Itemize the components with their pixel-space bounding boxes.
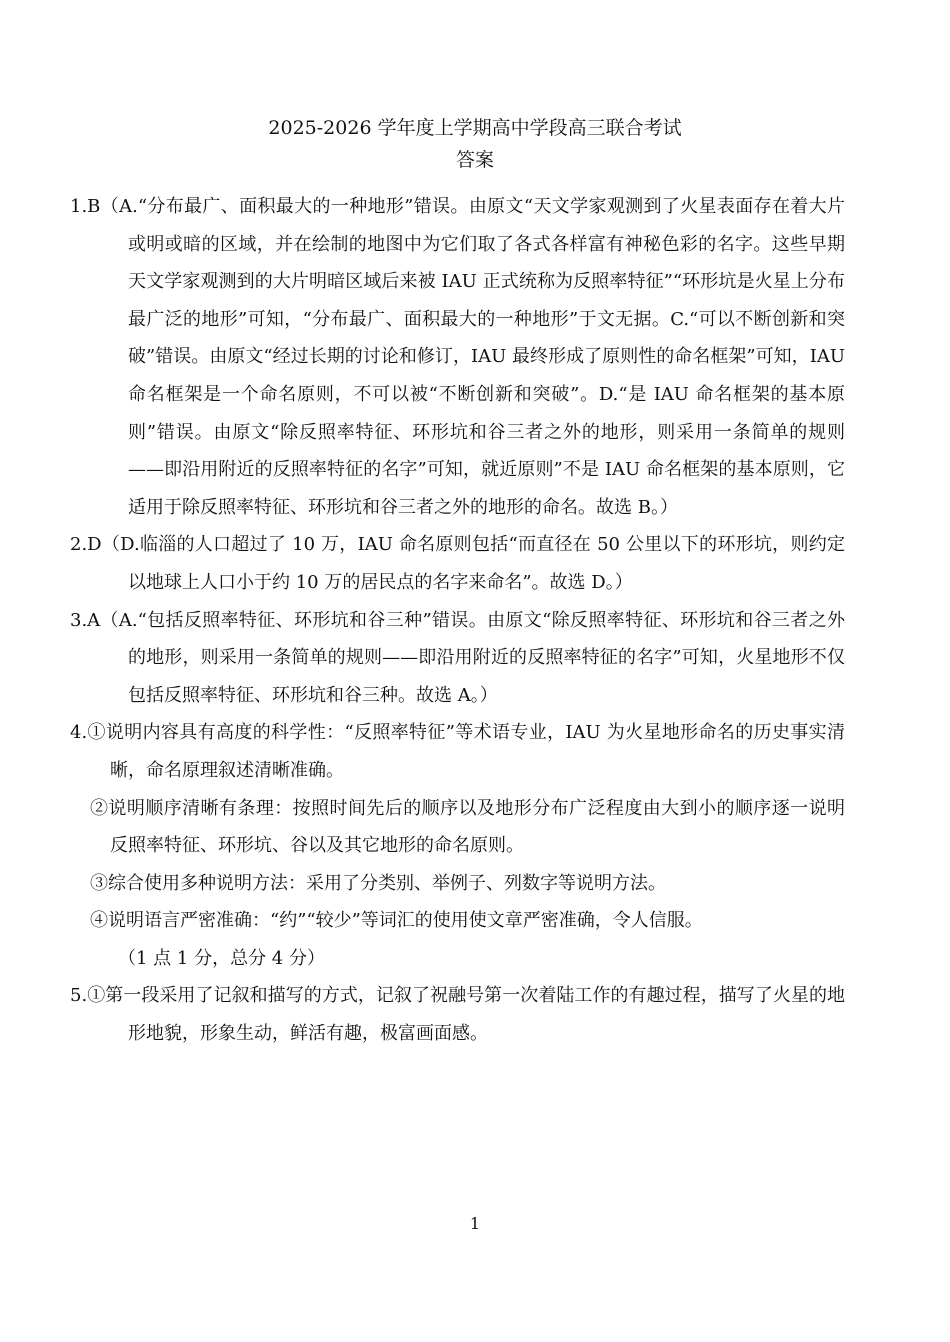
answer-4-point-1: 4.①说明内容具有高度的科学性：“反照率特征”等术语专业，IAU 为火星地形命名的历史事实清晰，命名原理叙述清晰准确。 [70, 722, 845, 781]
answer-4-point-4: ④说明语言严密准确：“约”“较少”等词汇的使用使文章严密准确，令人信服。 [90, 910, 703, 932]
answer-3: 3.A（A.“包括反照率特征、环形坑和谷三种”错误。由原文“除反照率特征、环形坑和谷三者之外的地形，则采用一条简单的规则——即沿用附近的反照率特征的名字”可知，火星地形不仅包括反照率特征、环形坑和谷三种。故选 A。） [70, 609, 845, 706]
document-title: 2025-2026 学年度上学期高中学段高三联合考试 [268, 117, 682, 139]
document-subtitle: 答案 [455, 149, 494, 171]
answer-4-point-3: ③综合使用多种说明方法：采用了分类别、举例子、列数字等说明方法。 [90, 872, 666, 894]
answer-2: 2.D（D.临淄的人口超过了 10 万，IAU 命名原则包括“而直径在 50 公里以下的环形坑，则约定以地球上人口小于约 10 万的居民点的名字来命名”。故选 D。） [70, 534, 845, 593]
page-number: 1 [469, 1214, 481, 1233]
answer-4-point-2: ②说明顺序清晰有条理：按照时间先后的顺序以及地形分布广泛程度由大到小的顺序逐一说明反照率特征、环形坑、谷以及其它地形的命名原则。 [90, 797, 845, 857]
answer-4-score-note: （1 点 1 分，总分 4 分） [118, 947, 325, 969]
answer-content [70, 188, 845, 1053]
answer-1: 1.B（A.“分布最广、面积最大的一种地形”错误。由原文“天文学家观测到了火星表面存在着大片或明或暗的区域，并在绘制的地图中为它们取了各式各样富有神秘色彩的名字。这些早期天文学家观测到的大片明暗区域后来被 IAU 正式统称为反照率特征”“环形坑是火星上分布最广泛的地形”可知，“分布最广、面积最大的一种地形”于文无据。C.“可以不断创新和突破”错误。由原文“经过长期的讨论和修订，IAU 最终形成了原则性的命名框架”可知，IAU 命名框架是一个命名原则，不可以被“不断创新和突破”。D.“是 IAU 命名框架的基本原则”错误。由原文“除反照率特征、环形坑和谷三者之外的地形，则采用一条简单的规则——即沿用附近的反照率特征的名字”可知，就近原则”不是 IAU 命名框架的基本原则，它适用于除反照率特征、环形坑和谷三者之外的地形的命名。故选 B。） [70, 196, 845, 518]
answer-5-point-1: 5.①第一段采用了记叙和描写的方式，记叙了祝融号第一次着陆工作的有趣过程，描写了火星的地形地貌，形象生动，鲜活有趣，极富画面感。 [70, 985, 845, 1045]
